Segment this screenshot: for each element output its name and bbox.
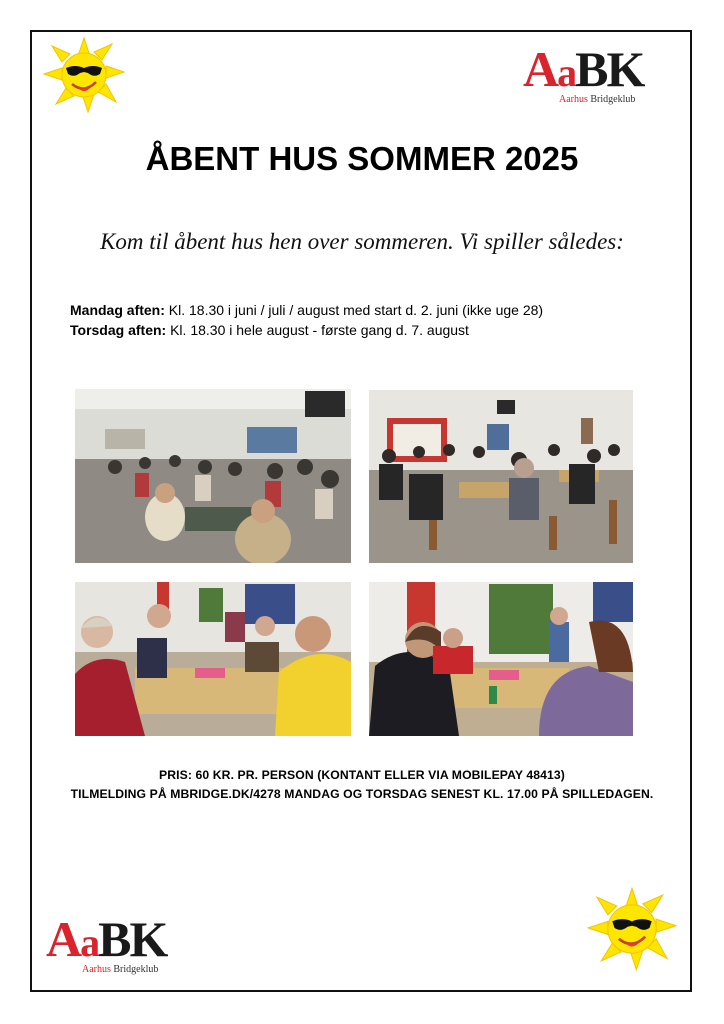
registration-line: TILMELDING PÅ MBRIDGE.DK/4278 MANDAG OG TORSDAG SENEST KL. 17.00 PÅ SPILLEDAGEN. [70, 787, 654, 801]
schedule-thursday [70, 320, 469, 340]
bridge-players-photo [75, 582, 351, 736]
bridge-club-tables-photo [369, 390, 633, 563]
schedule-text: Kl. 18.30 i hele august - første gang d. 7. august [166, 322, 469, 338]
page-title: ÅBENT HUS SOMMER 2025 [145, 140, 579, 177]
schedule-day: Torsdag aften: [70, 322, 167, 338]
aabk-logo: AaBK Aarhus Bridgeklub [46, 911, 167, 975]
price-line: PRIS: 60 KR. PR. PERSON (KONTANT ELLER VIA MOBILEPAY 48413) [159, 768, 565, 782]
sun-with-sunglasses-icon [586, 884, 678, 974]
page-subtitle: Kom til åbent hus hen over sommeren. Vi spiller således: [100, 229, 624, 254]
schedule-day: Mandag aften: [70, 302, 165, 318]
schedule-monday [70, 300, 543, 320]
schedule-text: Kl. 18.30 i juni / juli / august med start d. 2. juni (ikke uge 28) [164, 302, 544, 318]
aabk-logo: AaBK Aarhus Bridgeklub [523, 41, 644, 105]
sun-with-sunglasses-icon [42, 36, 126, 114]
bridge-club-room-photo [75, 389, 351, 563]
bridge-players-closeup-photo [369, 582, 633, 736]
